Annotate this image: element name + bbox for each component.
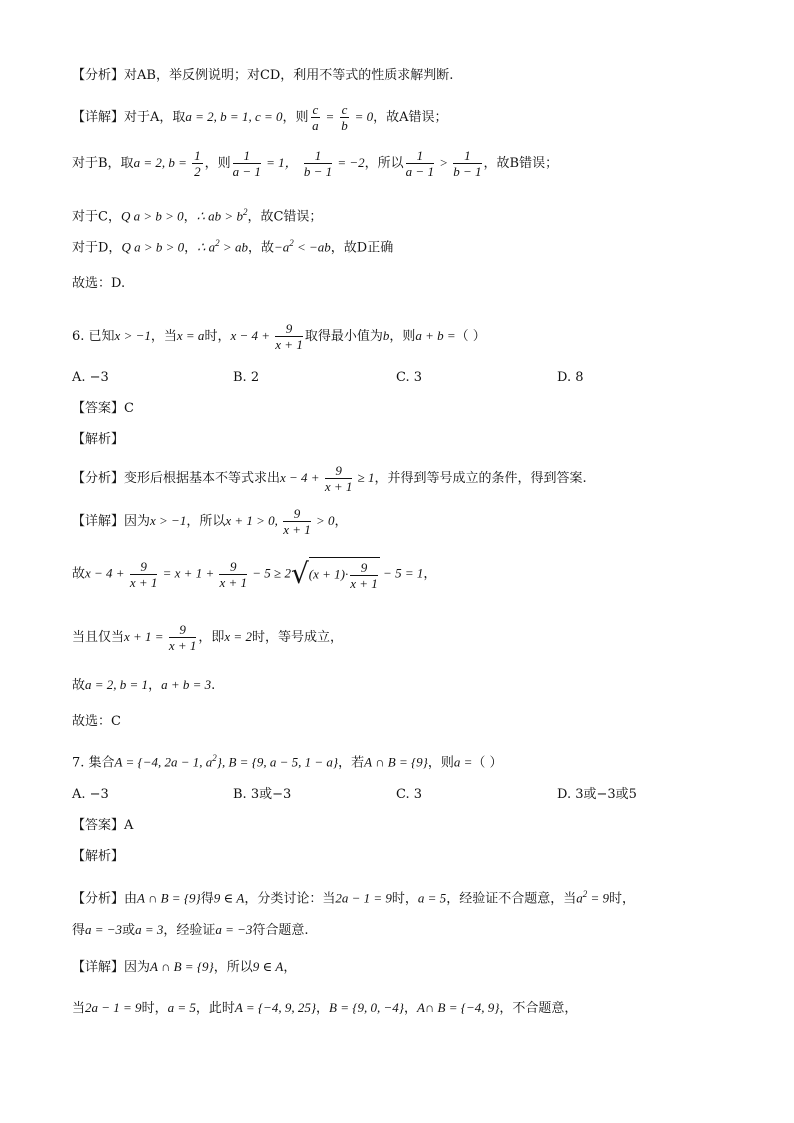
fraction: $\frac{1}{a - 1}$ [405, 148, 434, 179]
q7-detail: 【详解】因为A ∩ B = {9}，所以9 ∈ A， [72, 959, 297, 975]
math: a = 2, b = 1, c = 0 [185, 109, 283, 124]
q6-detail: 【详解】因为x > −1，所以x + 1 > 0, $\frac{9}{x + 1}$ > 0， [72, 506, 348, 537]
q6-equal: 当且仅当x + 1 = $\frac{9}{x + 1}$ ，即x = 2时，等号成立， [72, 622, 343, 653]
fraction: $\frac{9}{x + 1}$ [275, 321, 303, 352]
q7-option-b: B. 3或−3 [233, 787, 292, 802]
fraction: $\frac{c}{b}$ [341, 102, 348, 133]
q6-result: 故a = 2, b = 1，a + b = 3. [72, 677, 216, 693]
q5-line-b: 对于B，取a = 2, b = $\frac{1}{2}$ ，则 $\frac{1}{a - 1}$ = 1， $\frac{1}{b - 1}$ = −2，所以 $\frac{1}{a - 1}$ > $\frac{1}{b - 1}$ ，故B错误； [72, 148, 559, 179]
fraction: $\frac{9}{x + 1}$ [219, 558, 248, 590]
q6-option-a: A. −3 [72, 370, 109, 385]
q6-analysis: 【分析】变形后根据基本不等式求出x − 4 + $\frac{9}{x + 1}$ ≥ 1，并得到等号成立的条件，得到答案. [72, 463, 587, 494]
q5-line-c: 对于C，Q a > b > 0，∴ ab > $b^2$，故C错误； [72, 207, 323, 225]
q7-analysis-line2: 得a = −3或a = 3，经验证a = −3符合题意. [72, 922, 309, 938]
q7-answer: 【答案】A [72, 818, 134, 833]
fraction: $\frac{9}{x + 1}$ [283, 506, 311, 537]
q7-case1: 当2a − 1 = 9时，a = 5，此时A = {−4, 9, 25}，B = {9, 0, −4}，A∩ B = {−4, 9}，不合题意， [72, 1000, 578, 1016]
q6-option-b: B. 2 [233, 370, 260, 385]
q7-option-c: C. 3 [396, 787, 423, 802]
fraction: $\frac{9}{x + 1}$ [129, 558, 158, 590]
fraction: $\frac{9}{x + 1}$ [324, 463, 353, 494]
fraction: $\frac{9}{x + 1}$ [168, 622, 197, 653]
fraction: $\frac{1}{2}$ [194, 148, 201, 179]
fraction: $\frac{9}{x + 1}$ [350, 560, 378, 591]
q6-choice: 故选：C [72, 714, 121, 729]
detail-label: 【详解】 [72, 110, 125, 125]
q7-option-d: D. 3或−3或5 [557, 787, 637, 802]
text: ，则 [282, 110, 309, 125]
fraction: $\frac{1}{b - 1}$ [303, 148, 333, 179]
q7-jiexi: 【解析】 [72, 849, 125, 864]
text: 对于A，取 [124, 110, 186, 125]
q6-option-c: C. 3 [396, 370, 423, 385]
q5-detail-a: 【详解】对于A，取a = 2, b = 1, c = 0，则 $\frac{c}{a}$ = $\frac{c}{b}$ = 0，故A错误； [72, 102, 448, 133]
q5-line-d: 对于D，Q a > b > 0，∴ $a^2$ > ab，故$-a^2 < -ab$，故D正确 [72, 238, 394, 256]
q6-so: 故x − 4 + $\frac{9}{x + 1}$ = x + 1 + $\frac{9}{x + 1}$ − 5 ≥ 2√(x + 1)· $\frac{9}{x + 1}$ − 5 = 1， [72, 557, 437, 591]
q6-option-d: D. 8 [557, 370, 584, 385]
q5-analysis: 【分析】对AB，举反例说明；对CD，利用不等式的性质求解判断. [72, 68, 454, 83]
q6-stem: 6. 已知x > −1，当x = a时，x − 4 + $\frac{9}{x + 1}$ 取得最小值为b，则a + b =（ ） [72, 321, 486, 352]
sqrt-symbol: √(x + 1)· $\frac{9}{x + 1}$ [290, 557, 378, 591]
fraction: $\frac{1}{b - 1}$ [453, 148, 482, 179]
q5-choice: 故选：D. [72, 276, 126, 291]
q7-analysis-line1: 【分析】由A ∩ B = {9}得9 ∈ A，分类讨论：当2a − 1 = 9时，a = 5，经验证不合题意，当$a^2 = 9$时， [72, 889, 635, 907]
q7-option-a: A. −3 [72, 787, 109, 802]
q6-jiexi: 【解析】 [72, 432, 125, 447]
fraction: $\frac{c}{a}$ [312, 102, 319, 133]
q7-stem: 7. 集合A = {−4, 2a − 1, $a^2$}, B = {9, a − 5, 1 − a}，若A ∩ B = {9}，则a =（ ） [72, 753, 503, 771]
fraction: $\frac{1}{a - 1}$ [232, 148, 261, 179]
q6-answer: 【答案】C [72, 401, 134, 416]
